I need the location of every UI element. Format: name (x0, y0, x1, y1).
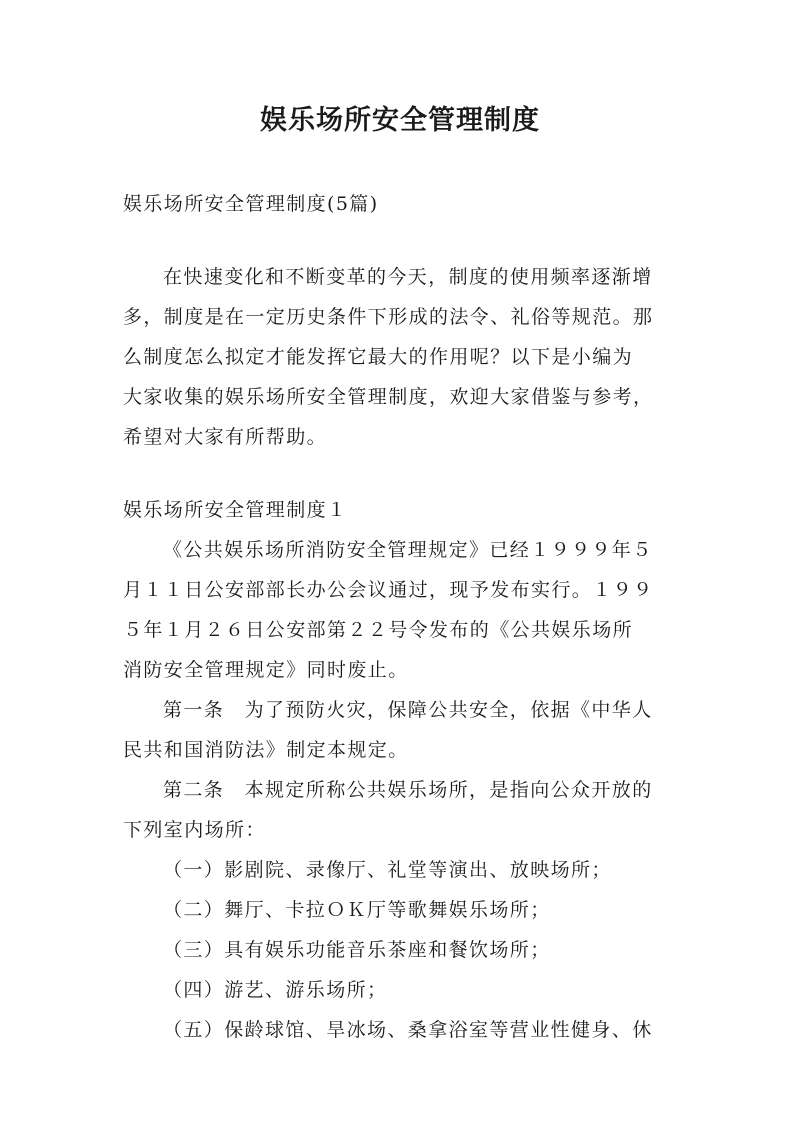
section-heading: 娱乐场所安全管理制度１ (123, 499, 348, 521)
article-1-line-1: 第一条 为了预防火灾，保障公共安全，依据《中华人 (163, 699, 653, 721)
paragraph-line: ５年１月２６日公安部第２２号令发布的《公共娱乐场所 (123, 619, 634, 641)
intro-line-5: 希望对大家有所帮助。 (123, 426, 328, 448)
list-item: （二）舞厅、卡拉ＯＫ厅等歌舞娱乐场所； (163, 899, 551, 921)
intro-line-1: 在快速变化和不断变革的今天，制度的使用频率逐渐增 (163, 266, 653, 288)
document-subtitle: 娱乐场所安全管理制度(5篇) (123, 193, 379, 215)
article-2-line-1: 第二条 本规定所称公共娱乐场所，是指向公众开放的 (163, 779, 653, 801)
intro-line-4: 大家收集的娱乐场所安全管理制度，欢迎大家借鉴与参考， (123, 386, 654, 408)
intro-line-3: 么制度怎么拟定才能发挥它最大的作用呢？以下是小编为 (123, 346, 634, 368)
paragraph-line: 消防安全管理规定》同时废止。 (123, 659, 409, 681)
list-item: （三）具有娱乐功能音乐茶座和餐饮场所； (163, 939, 551, 961)
intro-line-2: 多，制度是在一定历史条件下形成的法令、礼俗等规范。那 (123, 306, 654, 328)
list-item: （五）保龄球馆、旱冰场、桑拿浴室等营业性健身、休 (163, 1019, 653, 1041)
article-1-line-2: 民共和国消防法》制定本规定。 (123, 739, 409, 761)
article-2-line-2: 下列室内场所： (123, 819, 266, 841)
paragraph-line: 月１１日公安部部长办公会议通过，现予发布实行。１９９ (123, 579, 654, 601)
paragraph-line: 《公共娱乐场所消防安全管理规定》已经１９９９年５ (163, 539, 653, 561)
list-item: （一）影剧院、录像厅、礼堂等演出、放映场所； (163, 859, 612, 881)
list-item: （四）游艺、游乐场所； (163, 979, 388, 1001)
document-title: 娱乐场所安全管理制度 (260, 105, 540, 136)
